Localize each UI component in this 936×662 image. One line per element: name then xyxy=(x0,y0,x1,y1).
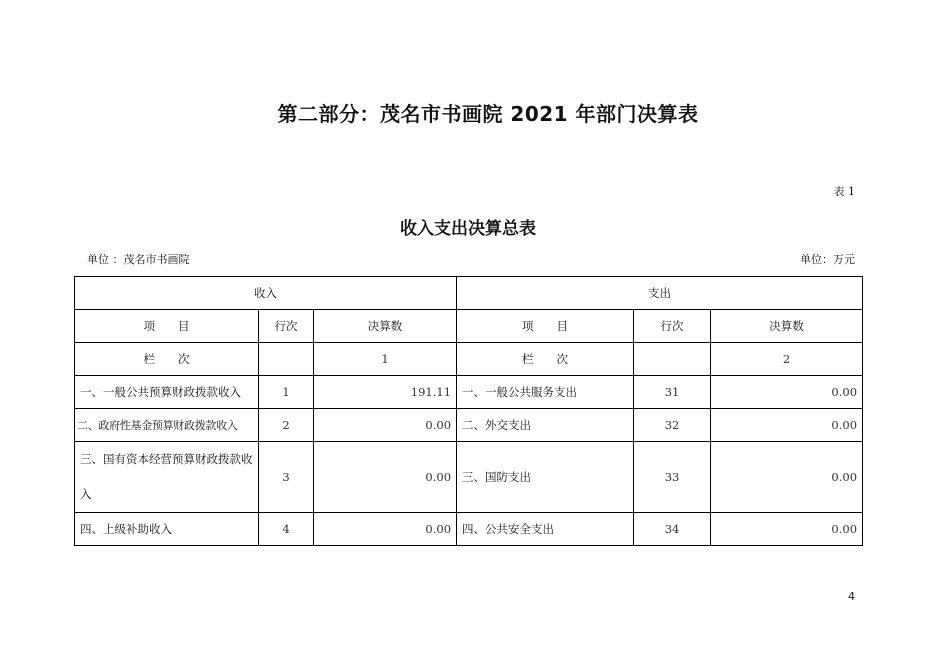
expense-amount-header: 决算数 xyxy=(711,310,863,343)
income-amount-header: 决算数 xyxy=(314,310,457,343)
expense-amount: 0.00 xyxy=(711,376,863,409)
expense-item: 四、公共安全支出 xyxy=(457,513,634,546)
page-title: 第二部分：茂名市书画院 2021 年部门决算表 xyxy=(277,102,699,126)
income-item-header: 项 目 xyxy=(75,310,259,343)
expense-item: 二、外交支出 xyxy=(457,409,634,442)
expense-amount: 0.00 xyxy=(711,442,863,513)
expense-column-index: 2 xyxy=(711,343,863,376)
column-index-row xyxy=(75,343,863,376)
income-row-no-header: 行次 xyxy=(259,310,314,343)
income-item: 四、上级补助收入 xyxy=(75,513,259,546)
section-header-row xyxy=(75,277,863,310)
expense-item: 一、一般公共服务支出 xyxy=(457,376,634,409)
empty-cell xyxy=(259,343,314,376)
column-header-row xyxy=(75,310,863,343)
expense-item: 三、国防支出 xyxy=(457,442,634,513)
income-amount: 0.00 xyxy=(314,513,457,546)
income-column-label: 栏 次 xyxy=(75,343,259,376)
table-row xyxy=(75,376,863,409)
income-item: 三、国有资本经营预算财政拨款收入 xyxy=(75,442,259,513)
income-row-no: 3 xyxy=(259,442,314,513)
empty-cell xyxy=(634,343,711,376)
income-row-no: 2 xyxy=(259,409,314,442)
income-amount: 191.11 xyxy=(314,376,457,409)
table-number: 表 1 xyxy=(833,185,855,198)
income-item: 二、政府性基金预算财政拨款收入 xyxy=(75,409,259,442)
expense-amount: 0.00 xyxy=(711,513,863,546)
income-column-index: 1 xyxy=(314,343,457,376)
income-amount: 0.00 xyxy=(314,409,457,442)
expense-column-label: 栏 次 xyxy=(457,343,634,376)
income-row-no: 4 xyxy=(259,513,314,546)
expense-item-header: 项 目 xyxy=(457,310,634,343)
income-amount: 0.00 xyxy=(314,442,457,513)
income-section-header: 收入 xyxy=(75,277,457,310)
expense-row-no: 32 xyxy=(634,409,711,442)
table-row xyxy=(75,409,863,442)
table-title: 收入支出决算总表 xyxy=(400,219,536,239)
income-row-no: 1 xyxy=(259,376,314,409)
table-row xyxy=(75,513,863,546)
expense-row-no: 31 xyxy=(634,376,711,409)
expense-row-no: 34 xyxy=(634,513,711,546)
expense-amount: 0.00 xyxy=(711,409,863,442)
expense-row-no-header: 行次 xyxy=(634,310,711,343)
table-row xyxy=(75,442,863,513)
unit-currency: 单位：万元 xyxy=(800,253,855,266)
income-item: 一、一般公共预算财政拨款收入 xyxy=(75,376,259,409)
unit-organization: 单位 ：茂名市书画院 xyxy=(87,253,190,266)
expense-row-no: 33 xyxy=(634,442,711,513)
page-number: 4 xyxy=(848,590,855,603)
expense-section-header: 支出 xyxy=(457,277,863,310)
income-expense-table xyxy=(74,276,863,546)
